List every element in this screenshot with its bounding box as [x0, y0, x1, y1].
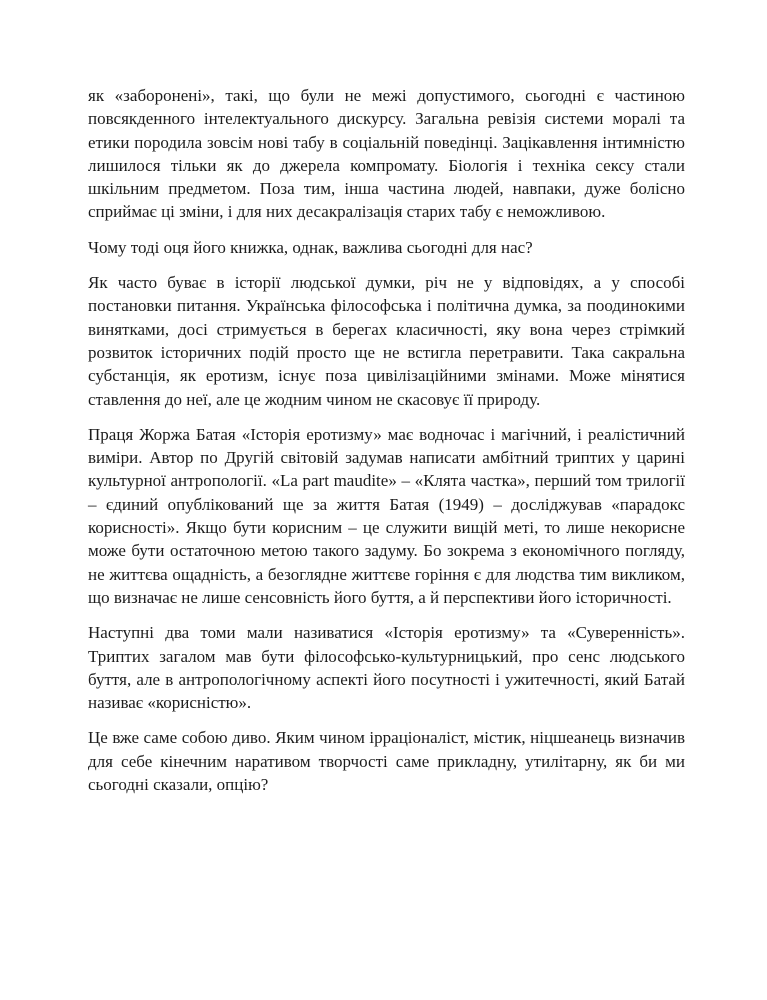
- text-content: [88, 84, 685, 796]
- paragraph: Чому тоді оця його книжка, однак, важлива сьогодні для нас?: [88, 237, 533, 257]
- paragraph: як «заборонені», такі, що були не межі допустимого, сьогодні є частиною повсякденного інтелектуального дискурсу. Загальна ревізія системи моралі та етики породила зовсім нові табу в соціальній поведінці. Зацікавлення інтимністю лишилося тільки як до джерела компромату. Біологія і техніка сексу стали шкільним предметом. Поза тим, інша частина людей, навпаки, дуже болісно сприймає ці зміни, і для них десакралізація старих табу є неможливою.: [88, 86, 685, 222]
- paragraph: Це вже саме собою диво. Яким чином ірраціоналіст, містик, ніцшеанець визначив для себе кінечним наративом творчості саме прикладну, утилітарну, як би ми сьогодні сказали, опцію?: [88, 728, 685, 795]
- paragraph: Праця Жоржа Батая «Історія еротизму» має водночас і магічний, і реалістичний виміри. Автор по Другій світовій задумав написати амбітний триптих у царині культурної антропології. «La part maudite» – «Клята частка», перший том трилогії – єдиний опублікований ще за життя Батая (1949) – досліджував «парадокс корисності». Якщо бути корисним – це служити вищій меті, то лише некорисне може бути остаточною метою такого задуму. Бо зокрема з економічного погляду, не життєва ощадність, а безоглядне життєве горіння є для людства тим викликом, що визначає не лише сенсовність його буття, а й перспективи його історичності.: [88, 424, 685, 607]
- paragraph: Наступні два томи мали називатися «Історія еротизму» та «Суверенність». Триптих загалом мав бути філософсько-культурницький, про сенс людського буття, але в антропологічному аспекті його посутності і ужитечності, який Батай називає «корисністю».: [88, 623, 685, 713]
- paragraph: Як часто буває в історії людської думки, річ не у відповідях, а у способі постановки питання. Українська філософська і політична думка, за поодинокими винятками, досі стримується в берегах класичності, яку вона через стрімкий розвиток історичних подій просто ще не встигла перетравити. Така сакральна субстанція, як еротизм, існує поза цивілізаційними змінами. Може мінятися ставлення до неї, але це жодним чином не скасовує її природу.: [88, 273, 685, 409]
